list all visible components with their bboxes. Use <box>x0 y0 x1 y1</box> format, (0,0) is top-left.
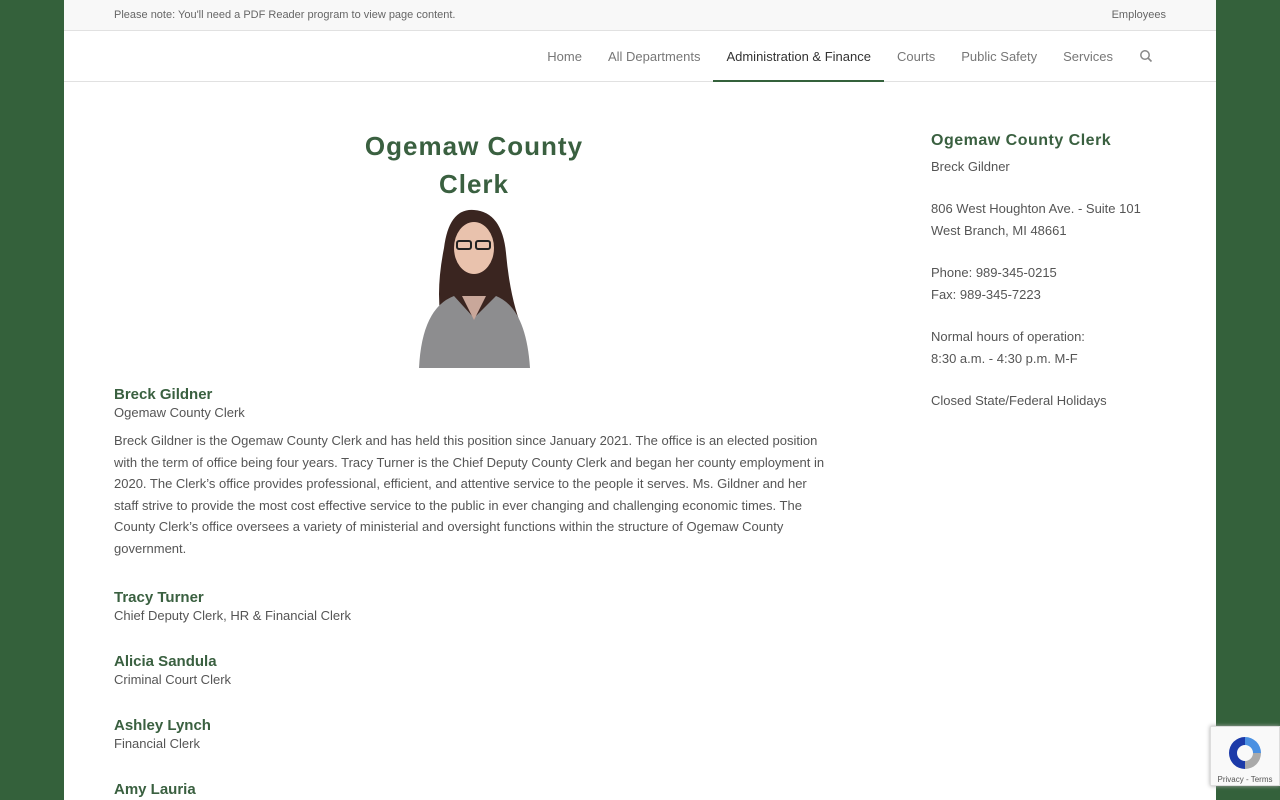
staff-entry <box>114 717 834 751</box>
person-name: Alicia Sandula <box>114 653 217 670</box>
hours-label: Normal hours of operation: <box>931 329 1085 344</box>
nav-home[interactable]: Home <box>547 48 582 64</box>
staff-entry <box>114 589 834 623</box>
person-role: Criminal Court Clerk <box>114 672 232 687</box>
phone: Phone: 989-345-0215 <box>931 265 1057 280</box>
recaptcha-icon <box>1225 733 1265 773</box>
clerk-photo <box>414 208 534 368</box>
clerk-bio: Breck Gildner is the Ogemaw County Clerk and has held this position since January 2021. The office is an elected position with the term of office being four years. Tracy Turner is the Chief Deputy County Clerk and began her county employment in 2020. The Clerk’s office provides professional, efficient, and attentive service to the people it serves. Ms. Gildner and her staff strive to provide the most cost effective service to the public in ever changing and challenging economic times. The County Clerk’s office oversees a variety of ministerial and oversight functions within the structure of Ogemaw County government. <box>114 433 825 556</box>
nav-all-departments[interactable]: All Departments <box>607 48 701 64</box>
person-name: Ashley Lynch <box>114 717 211 734</box>
sidebar-contact <box>931 130 1181 433</box>
main-nav <box>64 31 1216 82</box>
pdf-notice: Please note: You'll need a PDF Reader program to view page content. <box>114 9 456 21</box>
staff-entry <box>114 781 834 798</box>
person-name: Tracy Turner <box>114 589 204 606</box>
closed-note: Closed State/Federal Holidays <box>931 393 1107 408</box>
page-title <box>114 127 834 203</box>
top-bar <box>64 0 1216 31</box>
recaptcha-badge[interactable] <box>1210 726 1280 786</box>
hours: 8:30 a.m. - 4:30 p.m. M-F <box>931 350 1078 366</box>
sidebar-title: Ogemaw County Clerk <box>931 132 1112 149</box>
address-line: West Branch, MI 48661 <box>931 222 1067 238</box>
fax: Fax: 989-345-7223 <box>931 286 1041 302</box>
nav-courts[interactable]: Courts <box>896 48 936 64</box>
title-line: Ogemaw County <box>364 131 584 161</box>
person-name: Amy Lauria <box>114 781 196 798</box>
address-line: 806 West Houghton Ave. - Suite 101 <box>931 201 1141 216</box>
sidebar-name: Breck Gildner <box>931 158 1010 174</box>
staff-entry <box>114 653 834 687</box>
nav-services[interactable]: Services <box>1063 48 1113 64</box>
recaptcha-links[interactable]: Privacy - Terms <box>1217 775 1273 784</box>
person-role: Chief Deputy Clerk, HR & Financial Clerk <box>114 608 351 623</box>
page <box>64 0 1216 800</box>
clerk-entry <box>114 386 834 420</box>
employees-link[interactable]: Employees <box>1111 9 1166 21</box>
person-role: Ogemaw County Clerk <box>114 405 245 420</box>
title-line: Clerk <box>438 169 510 199</box>
nav-public-safety[interactable]: Public Safety <box>961 48 1038 64</box>
main-content <box>114 82 834 800</box>
person-name: Breck Gildner <box>114 386 213 403</box>
person-role: Financial Clerk <box>114 736 200 751</box>
search-icon[interactable] <box>1126 31 1166 81</box>
nav-administration-finance[interactable]: Administration & Finance <box>713 31 884 81</box>
